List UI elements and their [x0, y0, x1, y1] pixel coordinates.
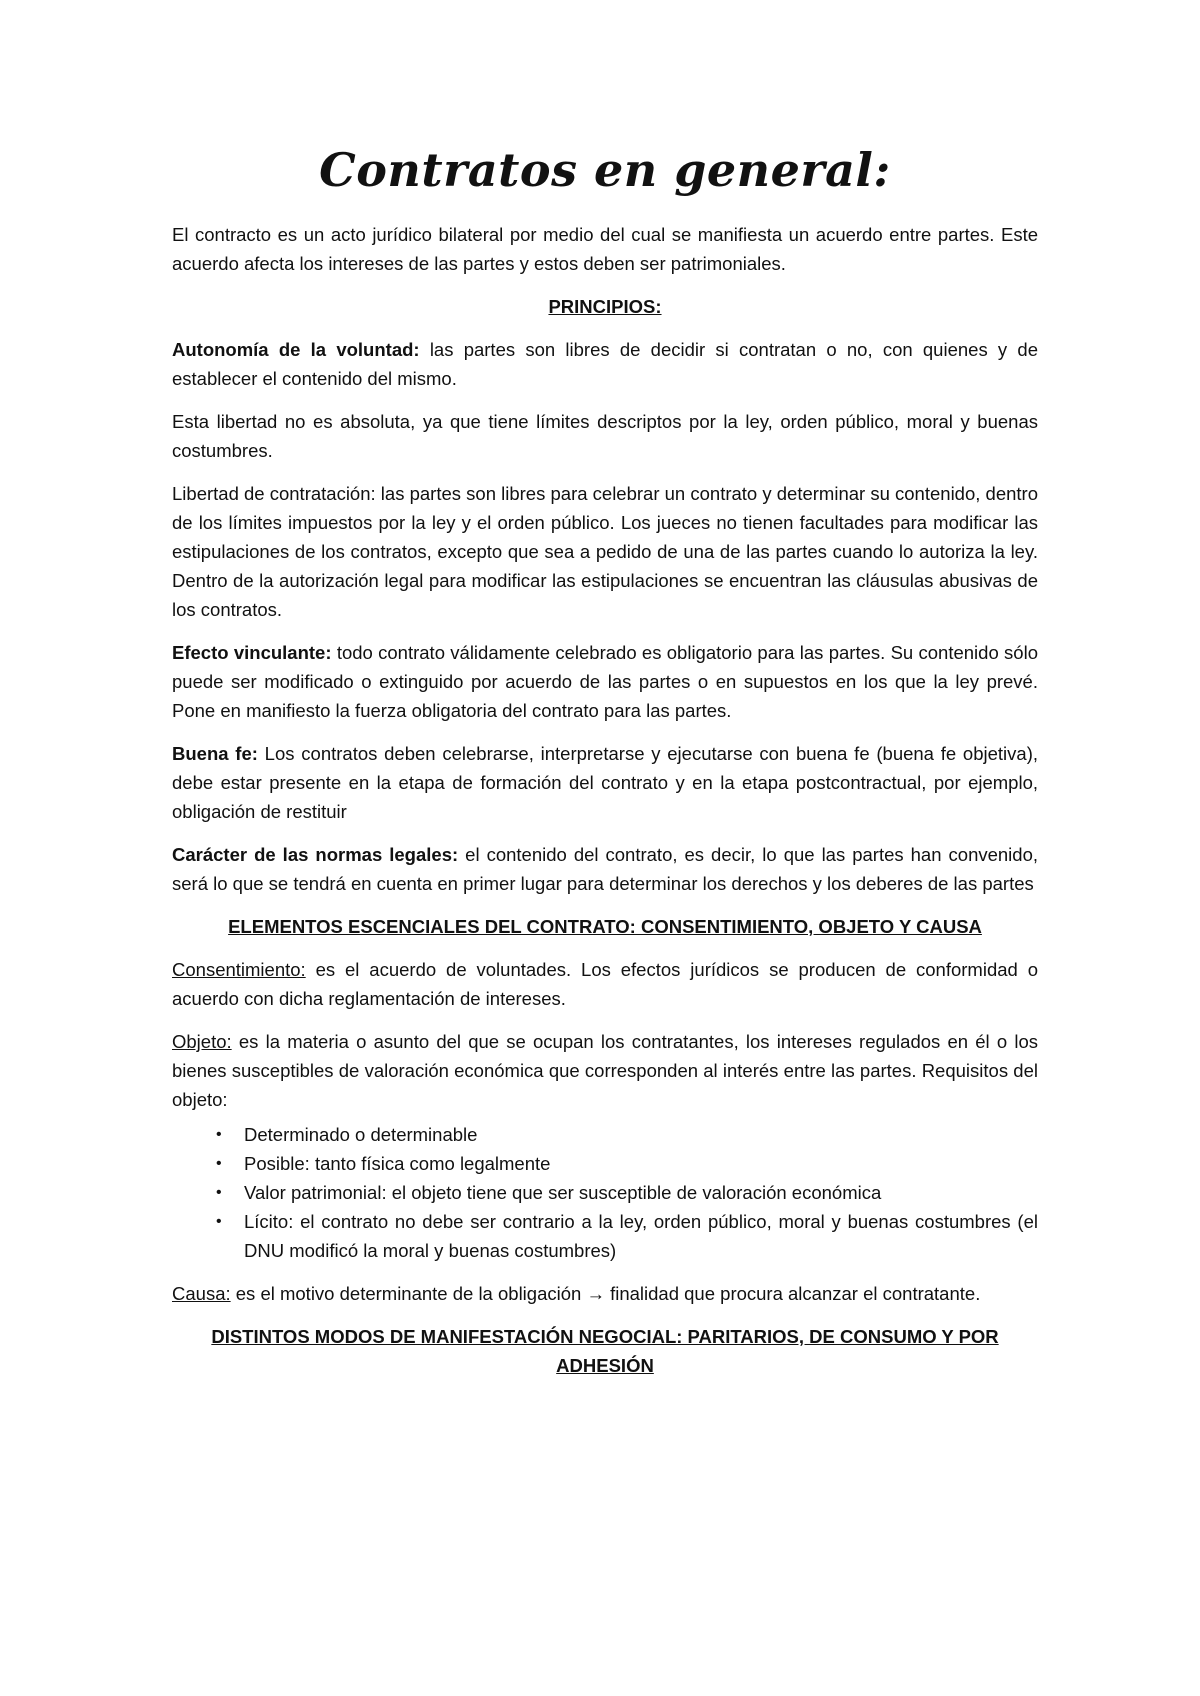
- autonomia-paragraph: [172, 335, 1038, 393]
- autonomia-text: las partes son libres de decidir si contratan o no, con quienes y de establecer el contenido del mismo.: [172, 339, 1038, 389]
- list-item-text: Determinado o determinable: [244, 1124, 478, 1145]
- caracter-normas-paragraph: [172, 840, 1038, 898]
- consentimiento-text: es el acuerdo de voluntades. Los efectos jurídicos se producen de conformidad o acuerdo con dicha reglamentación de intereses.: [172, 959, 1038, 1009]
- list-item: [172, 1207, 1038, 1265]
- principios-heading: PRINCIPIOS:: [548, 296, 662, 317]
- document-page: [172, 140, 1038, 1394]
- autonomia-term: Autonomía de la voluntad:: [172, 339, 420, 360]
- causa-paragraph: [172, 1279, 1038, 1308]
- efecto-vinculante-paragraph: [172, 638, 1038, 725]
- bullet-icon: •: [216, 1213, 222, 1230]
- list-item-text: Lícito: el contrato no debe ser contrario a la ley, orden público, moral y buenas costumbres (el DNU modificó la moral y buenas costumbres): [244, 1211, 1038, 1261]
- efecto-vinculante-text: todo contrato válidamente celebrado es obligatorio para las partes. Su contenido sólo puede ser modificado o extinguido por acuerdo de las partes o en supuestos en los que la ley prevé. Pone en manifiesto la fuerza obligatoria del contrato para las partes.: [172, 642, 1038, 721]
- consentimiento-paragraph: [172, 955, 1038, 1013]
- bullet-icon: •: [216, 1184, 222, 1201]
- intro-paragraph: El contracto es un acto jurídico bilateral por medio del cual se manifiesta un acuerdo entre partes. Este acuerdo afecta los intereses de las partes y estos deben ser patrimoniales.: [172, 224, 1038, 274]
- buena-fe-paragraph: [172, 739, 1038, 826]
- libertad-contratacion-paragraph: Libertad de contratación: las partes son libres para celebrar un contrato y determinar su contenido, dentro de los límites impuestos por la ley y el orden público. Los jueces no tienen facultades para modificar las estipulaciones de los contratos, excepto que sea a pedido de una de las partes cuando lo autoriza la ley. Dentro de la autorización legal para modificar las estipulaciones se encuentran las cláusulas abusivas de los contratos.: [172, 483, 1038, 620]
- causa-term: Causa:: [172, 1283, 231, 1304]
- list-item: [172, 1149, 1038, 1178]
- list-item-text: Valor patrimonial: el objeto tiene que ser susceptible de valoración económica: [244, 1182, 882, 1203]
- bullet-icon: •: [216, 1155, 222, 1172]
- efecto-vinculante-term: Efecto vinculante:: [172, 642, 332, 663]
- causa-text-after: finalidad que procura alcanzar el contratante.: [604, 1283, 981, 1304]
- causa-text-before: es el motivo determinante de la obligación: [230, 1283, 587, 1304]
- list-item: [172, 1178, 1038, 1207]
- objeto-term: Objeto:: [172, 1031, 232, 1052]
- bullet-icon: •: [216, 1126, 222, 1143]
- consentimiento-term: Consentimiento:: [172, 959, 306, 980]
- objeto-text: es la materia o asunto del que se ocupan los contratantes, los intereses regulados en él o los bienes susceptibles de valoración económica que corresponden al interés entre las partes. Requisitos del objeto:: [172, 1031, 1038, 1110]
- buena-fe-text: Los contratos deben celebrarse, interpretarse y ejecutarse con buena fe (buena fe objetiva), debe estar presente en la etapa de formación del contrato y en la etapa postcontractual, por ejemplo, obligación de restituir: [172, 743, 1038, 822]
- requisitos-list: [172, 1120, 1038, 1265]
- caracter-normas-text: el contenido del contrato, es decir, lo que las partes han convenido, será lo que se tendrá en cuenta en primer lugar para determinar los derechos y los deberes de las partes: [172, 844, 1039, 894]
- list-item: [172, 1120, 1038, 1149]
- buena-fe-term: Buena fe:: [172, 743, 258, 764]
- arrow-right-icon: →: [586, 1283, 605, 1304]
- list-item-text: Posible: tanto física como legalmente: [244, 1153, 551, 1174]
- objeto-paragraph: [172, 1027, 1038, 1114]
- elementos-heading: ELEMENTOS ESCENCIALES DEL CONTRATO: CONSENTIMIENTO, OBJETO Y CAUSA: [228, 916, 982, 937]
- libertad-limites-paragraph: Esta libertad no es absoluta, ya que tiene límites descriptos por la ley, orden público, moral y buenas costumbres.: [172, 411, 1038, 461]
- modos-manifestacion-heading: DISTINTOS MODOS DE MANIFESTACIÓN NEGOCIAL: PARITARIOS, DE CONSUMO Y POR ADHESIÓN: [211, 1326, 999, 1376]
- caracter-normas-term: Carácter de las normas legales:: [172, 844, 459, 865]
- document-title: Contratos en general:: [319, 143, 891, 197]
